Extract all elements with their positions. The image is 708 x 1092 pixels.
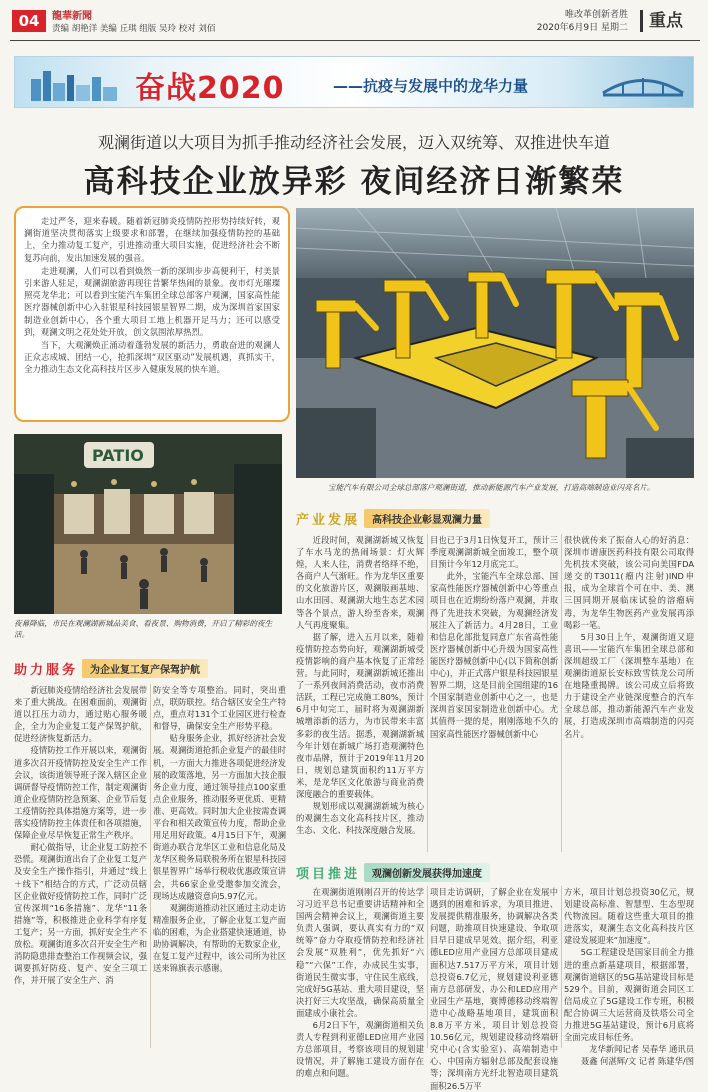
campaign-banner [14, 56, 694, 108]
paragraph: 目也已于3月1日恢复开工，预计三季度观澜湖新城全面竣工，整个项目预计今年12月底完工。 [430, 535, 558, 570]
paragraph: 5G工程建设是国家目前全力推进的重点新基建项目，根据部署，观澜街道辖区的5G基站建设目标是529个。目前，观澜街道会同区工信局成立了5G建设工作专班，积极配合协调三大运营商及铁塔公司全力推进5G基站建设，预计6月底将全面完成目标任务。 [564, 947, 694, 1043]
intro-paragraph: 当下，大观澜焕正涌动着蓬勃发展的新活力，勇敢奋进的观澜人正众志成城、团结一心，抢抓深圳“双区驱动”发展机遇，真抓实干，全力推动生态文化高科技片区步入健康发展的快车道。 [24, 340, 280, 375]
night-market-photo [14, 434, 282, 614]
paragraph: 贴身服务企业，抓好经济社会发展。观澜街道抢抓企业复产的最佳时机，一方面大力推进各项促进经济发展的政策落地，另一方面加大技企服务企业力度，通过领导挂点100家重点企业服务，推动服务更优质、更精准、更高效。同时加大企业按需查调平台和相关政策宣传力度，帮助企业用足用好政策。4月15日下午，观澜街道办联合龙华区工业和信息化局及龙华区税务局联税务所在银星科技园银星智界广场举行税收优惠政策宣讲会，共66家企业受邀参加交流会，现场达成融资意向5.97亿元。 [153, 733, 286, 901]
section2-column-1 [296, 534, 424, 854]
section-label: 重点 [640, 10, 683, 32]
intro-box [14, 206, 290, 422]
section-tag-industry [296, 508, 490, 526]
section1-column-2 [153, 684, 286, 1050]
bridge-icon [603, 63, 683, 103]
section-tag-label: 高科技企业彰显观澜力量 [364, 509, 490, 528]
section3-column-2 [430, 886, 558, 1091]
article-subheadline: 观澜街道以大项目为抓手推动经济社会发展，迈入双统筹、双推进快车道 [97, 133, 610, 152]
section-tag-icon-text: 助力服务 [14, 663, 79, 678]
section-tag-icon-text: 产业发展 [296, 513, 361, 528]
svg-text:PATIO: PATIO [92, 446, 144, 465]
intro-paragraph: 走进观澜，人们可以看到焕然一新的深圳步步高便利干，村美景引来游人驻足，观澜湖旅游再现往昔繁华热闹的景象。夜市灯光璀璨照亮龙华北；可以看到宝能汽车集团全球总部客户观澜，国家高性能医疗器械创新中心入驻银星科技园银星智界二期，成为深圳首家国家制造业创新中心，各个重大项目工地上机器开足马力；还可以感受到，观澜文明之花处处开放，创文氛围浓厚热烈。 [24, 265, 280, 337]
column-divider [427, 534, 428, 852]
paragraph: 5月30日上午，观澜街道又迎喜讯——宝能汽车集团全球总部和深圳超级工厂（深圳整车基地）在观澜街道原长安标致雪铁龙公司所在地隆重揭牌。该公司成立后将致力于建设全产业链深度整合的汽车全球总部，推动新能源汽车产业发展，打造成深圳市高端制造的闪亮名片。 [564, 631, 694, 739]
column-divider [150, 684, 151, 1048]
paragraph: 耐心做指导，让企业复工防控不恐慌。观澜街道出台了企业复工复产及安全生产操作指引，并通过“线上＋线下”相结合的方式，广泛动员辖区企业做好疫情防控工作，同时广泛宣传深圳“16条措施”、龙华“11条措施”等，积极推进企业科学有序复工复产；另一方面，抓好安全生产不放松。观澜街道多次召开安全生产和消防隐患排查整治工作视频会议，强调要抓好防疫、复产、安全三项工作，并开展了安全生产、消 [14, 842, 147, 986]
header-divider [10, 40, 700, 41]
paragraph: 规划形成以观澜湖新城为核心的观澜生态文化高科技片区，推动生态、文化、科技深度融合发展。 [296, 801, 424, 836]
section-tag-project [296, 862, 490, 880]
section-tag-service [14, 658, 208, 676]
section-tag-label: 为企业复工复产保驾护航 [82, 659, 208, 678]
city-skyline-icon [29, 65, 119, 101]
section-tag-icon-text: 项目推进 [296, 867, 361, 882]
column-divider [427, 886, 428, 1048]
paragraph: 据了解，进入五月以来，随着疫情防控态势向好，观澜湖新城受疫情影响的商户基本恢复了正常经营。与此同时，观澜湖新城还推出了一系列夜间消费活动，夜市消费活跃，工程已完成施工80%，预计6月中旬完工，届时将为观澜湖新城增添新的活力，为市民带来丰富多彩的夜生活。据悉，观澜湖新城今年计划在新城广场打造观澜特色夜市品牌，预计于2019年11月20日，规划总建筑面积约11万平方米，是龙华区文化旅游与商业消费深度融合的重要载体。 [296, 631, 424, 799]
paragraph: 方米，项目计划总投资30亿元，规划建设高标准、智慧型、生态型现代物流园。随着这些重大项目的推进落实，观澜生态文化高科技片区建设发展迎来“加速度”。 [564, 887, 694, 946]
paragraph: 新冠肺炎疫情给经济社会发展带来了重大挑战。在困难面前，观澜街道以扛压力动力，通过贴心服务暖企，全力为企业复工复产保驾护航，促进经济恢复新活力。 [14, 685, 147, 744]
paragraph: 很快就传来了振奋人心的好消息：深圳市谱康医药科技有限公司取得先机技术突破，该公司向美国FDA递交的T3011(瘤内注射)IND申报，成为全球首个可在中、美、澳三国同期开展临床试验的溶瘤病毒，为龙华生物医药产业发展再添喝彩一笔。 [564, 535, 694, 630]
paragraph: 防安全等专项整治。同时，突出重点，联防联控。结合辖区安全生产特点，重点对131个工业园区进行检查和督导，确保安全生产形势平稳。 [153, 685, 286, 732]
section-tag-label: 观澜创新发展获得加速度 [364, 863, 490, 882]
paragraph: 项目走访调研，了解企业在发展中遇到的困难和诉求，为项目推进、发展提供精准服务，协调解决各类问题，助推项目快速建设、争取项目早日建成早见效。据介绍，利亚德LED应用产业园方总部项目建成面积达7.517万平方米，项目计划总投资6.7亿元，规划建设利亚德南方总部研发、办公和LED应用产业园生产基地，赛博德移动终端智造中心战略基地项目，建筑面积8.8万平方米，项目计划总投资10.56亿元，规划建设移动终端研究中心(含实验室)、高端制造中心、中国南方辐射总部及配套设施等；深圳南方光纤北智造项目建筑面积26.5万平 [430, 887, 558, 1091]
left-photo-caption: 夜幕降临，市民在观澜湖新城品美食、看夜景、购物消费，开启了精彩的夜生活。 [14, 619, 273, 639]
article-headline: 高科技企业放异彩 夜间经济日渐繁荣 [83, 164, 625, 200]
section1-column-1 [14, 684, 147, 1050]
paragraph: 6月2日下午，观澜街道相关负责人专程到利亚德LED应用产业园方总部项目，考察该项目的规划建设情况，并了解施工建设方面存在的难点和问题。 [296, 1020, 424, 1079]
section3-column-3 [564, 886, 694, 1067]
paragraph: 疫情防控工作开展以来，观澜街道多次召开疫情防控及安全生产工作会议，该街道领导班子深入辖区企业调研督导疫情防控工作，制定观澜街道企业疫情防控急预案、企业节后复工疫情防控具体措施方案等，进一步落实疫情防控主体责任和各项措施，保障企业尽早恢复正常生产秩序。 [14, 745, 147, 841]
newspaper-brand: 龍華新聞 [52, 11, 92, 22]
issue-date: 2020年6月9日 星期二 [536, 23, 628, 33]
section2-column-3 [564, 534, 694, 854]
paragraph: 近段时间，观澜湖新城又恢复了车水马龙的热闹场景：灯火辉煌，人来人往，消费者络绎不绝，各商户人气渐旺。作为龙华区重要的文化旅游片区，观澜版画基地、山水田园、观澜湖大地生态艺术园等各个景点，游人纷至沓来，观澜人气再度聚集。 [296, 535, 424, 630]
banner-title: 奋战2020 [135, 71, 285, 106]
article-byline: 龙华新闻记者 吴春华 通讯员 聂鑫 何湛辉/文 记者 陈建华/图 [580, 1044, 694, 1067]
paragraph: 此外，宝能汽车全球总部、国家高性能医疗器械创新中心等重点项目也在近期纷纷落户观澜，并取得了先进技术突破，为观澜经济发展注入了新活力。4月28日，工业和信息化部批复同意广东省高性能医疗器械创新中心升级为国家高性能医疗器械创新中心(以下简称创新中心)，并正式落户银星科技园银星智界二期，这是目前全国组建的16个国家制造业创新中心之一，也是深圳首家国家制造业创新中心。尤其值得一提的是，刚刚落地不久的国家高性能医疗器械创新中心 [430, 571, 558, 739]
intro-paragraph: 走过严冬，迎来春暖。随着新冠肺炎疫情防控形势持续好转，观澜街道坚决贯彻落实上级要求和部署，在继续加强疫情防控的基础上，全力推动复工复产，引进推动重大项目实施，促进经济社会不断复苏向前，发出加速发展的强音。 [24, 216, 280, 263]
main-photo-caption: 宝能汽车有限公司全球总部落户观澜街道，推动新能源汽车产业发展，打造高端制造业闪亮名片。 [328, 483, 655, 492]
slogan: 唯改革创新者胜 [564, 10, 628, 20]
section2-column-2 [430, 534, 558, 854]
column-divider [561, 886, 562, 1048]
page-number: 04 [12, 10, 46, 32]
paragraph: 观澜街道推动社区通过主动走访精准服务企业，了解企业复工复产面临的困难，为企业搭建快速通道，协助协调解决，有帮助的无数家企业，在复工复产过程中，该公司所为社区送来锦旗表示感谢。 [153, 902, 286, 974]
banner-subtitle: ——抗疫与发展中的龙华力量 [333, 77, 529, 95]
editor-credits: 责编 胡艳洋 美编 丘琪 组版 吴玲 校对 刘佰 [52, 24, 216, 34]
factory-robots-photo [296, 208, 694, 478]
section3-column-1 [296, 886, 424, 1079]
issue-info [537, 9, 628, 35]
column-divider [561, 534, 562, 852]
paragraph: 在观澜街道刚刚召开的传达学习习近平总书记重要讲话精神和全国两会精神会议上，观澜街道主要负责人强调，要认真实有力的“双统筹”奋力夺取疫情防控和经济社会发展“双胜利”，优先抓好“六稳”“六保”工作，办成民生实事，街道民生微实事，守住民生底线，完成好5G基站、重大项目建设，坚决打好三大攻坚战，确保高质量全面建成小康社会。 [296, 887, 424, 1018]
